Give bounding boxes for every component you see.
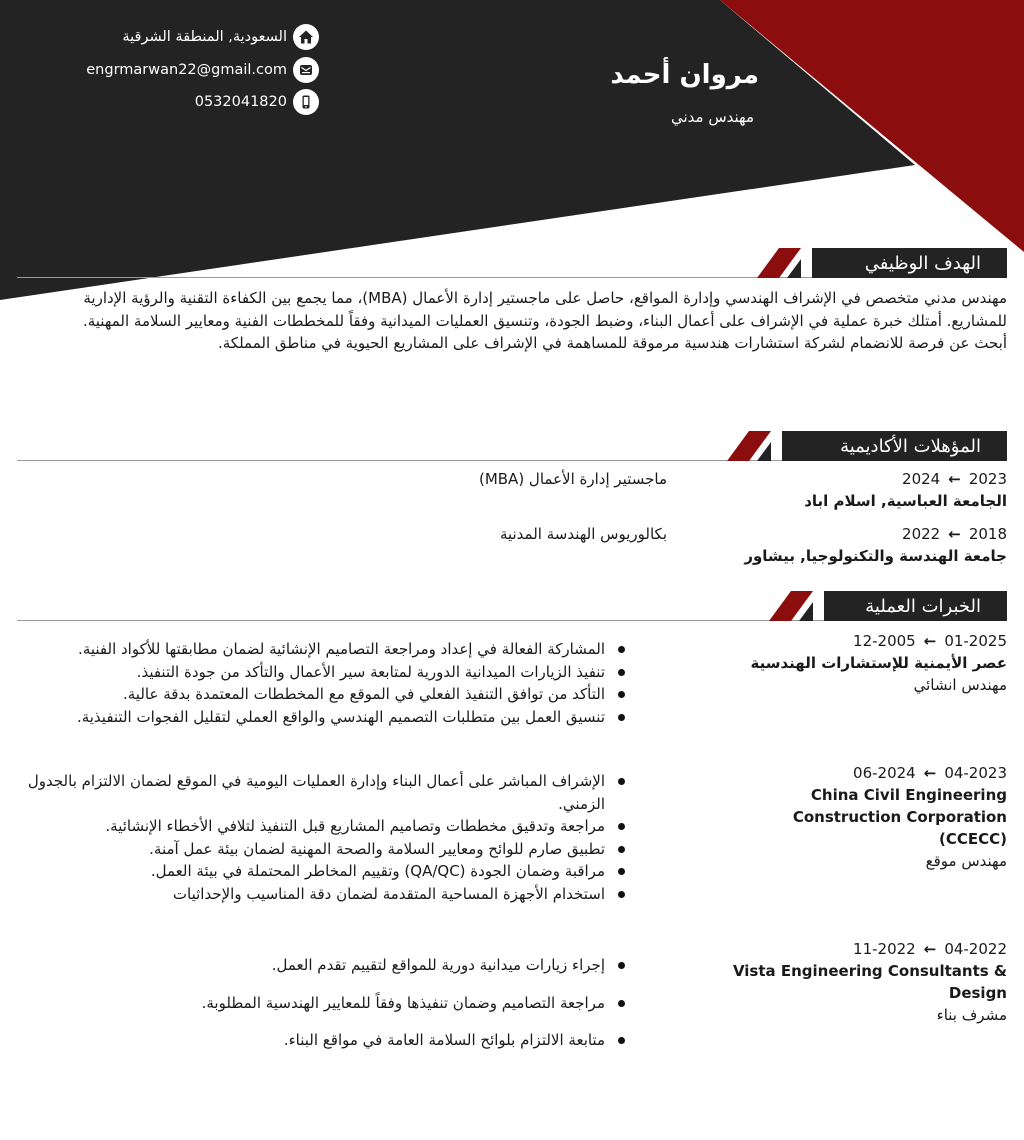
job-role: مشرف بناء: [936, 1006, 1007, 1024]
objective-line: مهندس مدني متخصص في الإشراف الهندسي وإدارة المواقع، حاصل على ماجستير إدارة الأعمال (MBA)، مما يجمع بين الكفاءة التقنية والرؤية الإدارية: [83, 289, 1007, 307]
education-degree: ماجستير إدارة الأعمال (MBA): [478, 470, 667, 488]
date-to: 12-2005: [853, 632, 916, 650]
experience-section-header: [769, 591, 1007, 621]
job-responsibilities: [7, 954, 627, 1067]
section-decoration: [727, 431, 787, 461]
list-item: مراجعة التصاميم وضمان تنفيذها وفقاً للمعايير الهندسية المطلوبة.: [7, 992, 627, 1015]
phone-icon: [293, 89, 319, 115]
contact-email[interactable]: [0, 57, 319, 83]
phone-text[interactable]: 0532041820: [194, 94, 287, 110]
list-item: التأكد من توافق التنفيذ الفعلي في الموقع مع المخططات المعتمدة بدقة عالية.: [7, 683, 627, 706]
arrow-left-icon: ←: [923, 764, 937, 782]
job-dates: [707, 762, 1007, 784]
job-role: مهندس موقع: [925, 852, 1007, 870]
experience-item: [17, 938, 1007, 1068]
date-from: 2023: [968, 470, 1007, 488]
list-item: تنفيذ الزيارات الميدانية الدورية لمتابعة سير الأعمال والتأكد من جودة التنفيذ.: [7, 661, 627, 684]
candidate-name: مروان أحمد: [610, 60, 759, 90]
arrow-left-icon: ←: [948, 470, 961, 488]
date-from: 04-2023: [944, 764, 1007, 782]
home-icon: [293, 24, 319, 50]
experience-title: الخبرات العملية: [824, 591, 1007, 621]
date-from: 2018: [968, 525, 1007, 543]
job-responsibilities: [7, 638, 627, 728]
list-item: المشاركة الفعالة في إعداد ومراجعة التصاميم الإنشائية لضمان مطابقتها للأكواد الفنية.: [7, 638, 627, 661]
list-item: استخدام الأجهزة المساحية المتقدمة لضمان دقة المناسيب والإحداثيات: [7, 883, 627, 906]
objective-line: أبحث عن فرصة للانضمام لشركة استشارات هندسية مرموقة للمساهمة في الإشراف على المشاريع الحيوية في مناطق المملكة.: [217, 334, 1007, 352]
arrow-left-icon: ←: [923, 940, 937, 958]
contact-list: [0, 24, 319, 122]
list-item: مراجعة وتدقيق مخططات وتصاميم المشاريع قبل التنفيذ لتلافي الأخطاء الإنشائية.: [7, 815, 627, 838]
email-text[interactable]: engrmarwan22@gmail.com: [86, 61, 287, 78]
objective-title: الهدف الوظيفي: [812, 248, 1007, 278]
section-decoration: [757, 248, 817, 278]
education-item: [17, 470, 1007, 516]
list-item: تطبيق صارم للوائح ومعايير السلامة والصحة المهنية لضمان بيئة عمل آمنة.: [7, 838, 627, 861]
job-info: [707, 762, 1007, 872]
education-section-header: [727, 431, 1007, 461]
job-company: عصر الأيمنية للإستشارات الهندسية: [750, 654, 1007, 672]
contact-phone[interactable]: [0, 89, 319, 115]
job-info: [707, 938, 1007, 1026]
email-icon: [293, 57, 319, 83]
list-item: متابعة الالتزام بلوائح السلامة العامة في مواقع البناء.: [7, 1029, 627, 1052]
list-item: إجراء زيارات ميدانية دورية للمواقع لتقييم تقدم العمل.: [7, 954, 627, 977]
education-title: المؤهلات الأكاديمية: [782, 431, 1007, 461]
job-responsibilities: [7, 770, 627, 905]
job-info: [707, 630, 1007, 696]
contact-address: [0, 24, 319, 50]
date-to: 2022: [902, 525, 941, 543]
section-decoration: [769, 591, 829, 621]
list-item: مراقبة وضمان الجودة (QA/QC) وتقييم المخاطر المحتملة في بيئة العمل.: [7, 860, 627, 883]
date-from: 04-2022: [944, 940, 1007, 958]
job-dates: [707, 938, 1007, 960]
objective-line: للمشاريع. أمتلك خبرة عملية في الإشراف على أعمال البناء، وضبط الجودة، وتنسيق العمليات الميدانية وفقاً للمخططات الفنية ومعايير السلامة المهنية.: [82, 311, 1007, 330]
job-role: مهندس انشائي: [913, 676, 1007, 694]
experience-item: [17, 762, 1007, 922]
job-company: China Civil Engineering Construction Corporation (CCECC): [792, 786, 1007, 848]
list-item: تنسيق العمل بين متطلبات التصميم الهندسي والواقع العملي لتقليل الفجوات التنفيذية.: [7, 706, 627, 729]
experience-item: [17, 630, 1007, 740]
education-item: [17, 525, 1007, 571]
education-school: جامعة الهندسة والتكنولوجيا, بيشاور: [744, 547, 1007, 565]
address-text: السعودية, المنطقة الشرقية: [122, 29, 287, 45]
education-dates: [902, 470, 1007, 488]
candidate-title: مهندس مدني: [670, 108, 754, 126]
date-to: 11-2022: [853, 940, 916, 958]
education-school: الجامعة العباسية, اسلام اباد: [804, 492, 1007, 510]
arrow-left-icon: ←: [948, 525, 961, 543]
date-to: 06-2024: [853, 764, 916, 782]
education-dates: [902, 525, 1007, 543]
date-from: 01-2025: [944, 632, 1007, 650]
job-dates: [707, 630, 1007, 652]
objective-text: [17, 287, 1007, 355]
education-degree: بكالوريوس الهندسة المدنية: [499, 525, 667, 543]
list-item: الإشراف المباشر على أعمال البناء وإدارة العمليات اليومية في الموقع لضمان الالتزام بالجدول الزمني.: [7, 770, 627, 815]
job-company: Vista Engineering Consultants & Design: [732, 962, 1007, 1002]
date-to: 2024: [902, 470, 941, 488]
arrow-left-icon: ←: [923, 632, 937, 650]
objective-section-header: [757, 248, 1007, 278]
